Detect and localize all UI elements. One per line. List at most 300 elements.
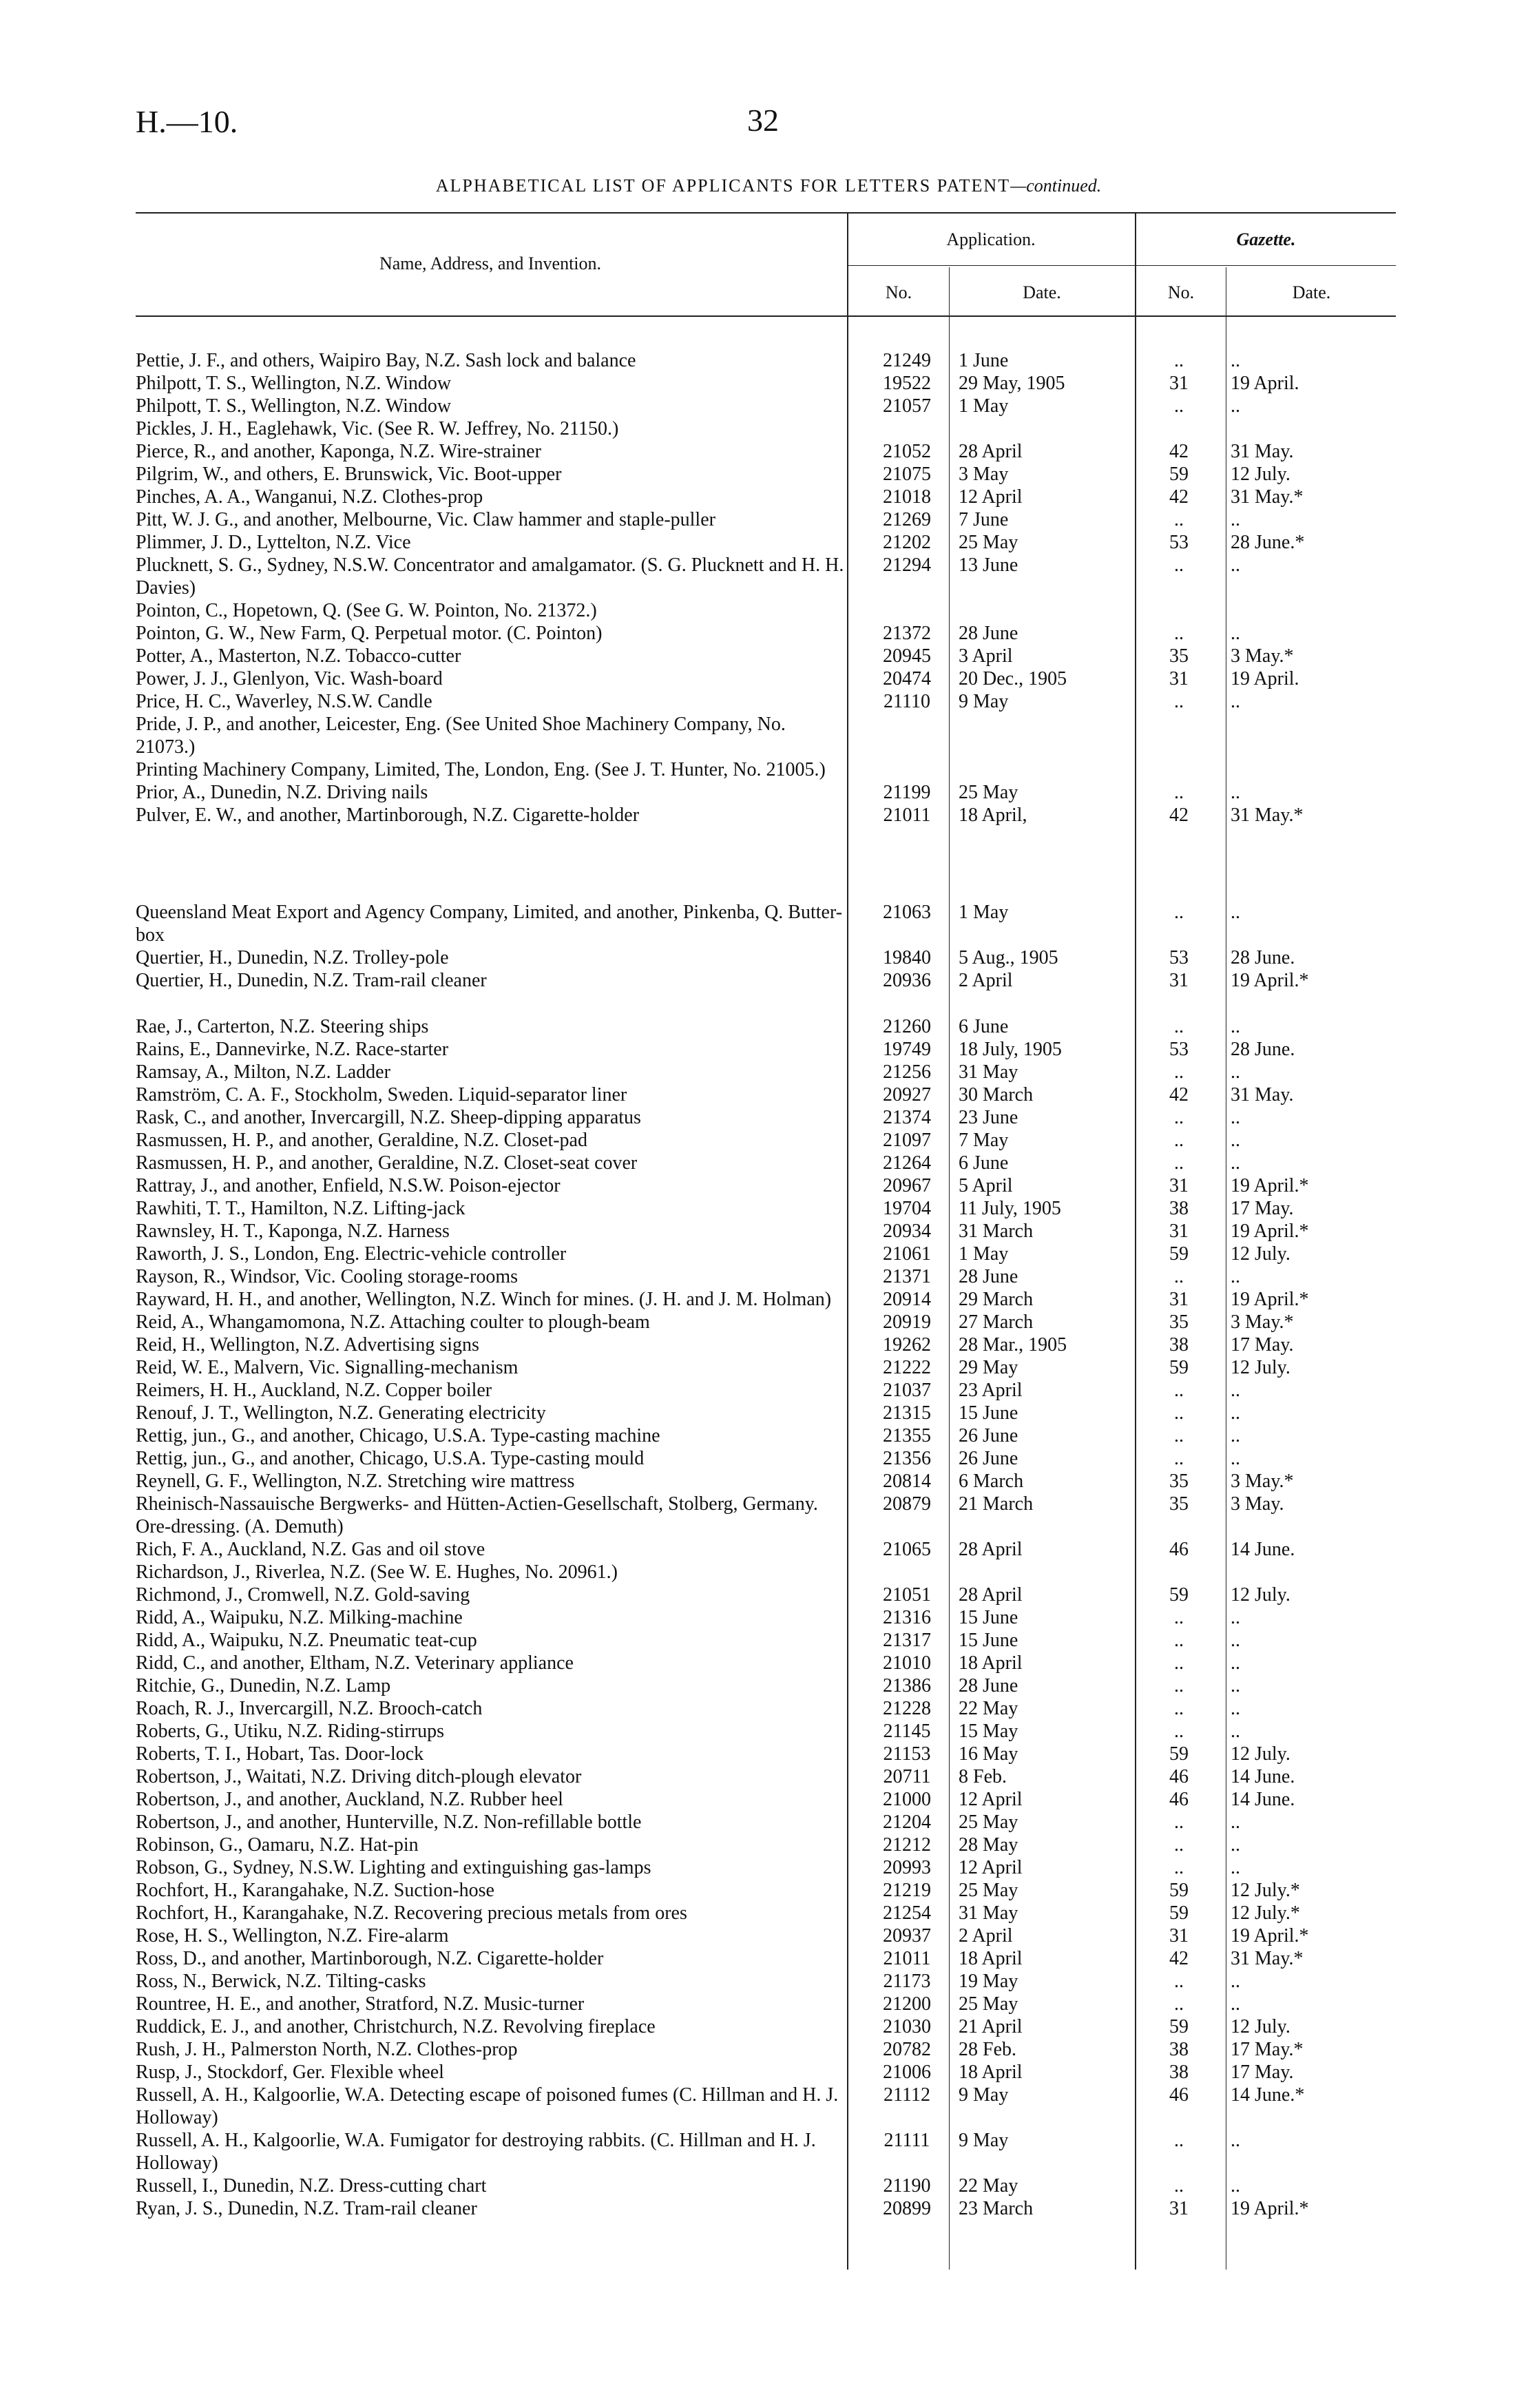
entry-gazette-date: .. bbox=[1231, 554, 1240, 576]
entry-gazette-date: .. bbox=[1231, 1152, 1240, 1174]
entry-application-date: 28 June bbox=[959, 623, 1018, 644]
entry-application-no: 20782 bbox=[883, 2039, 931, 2060]
entry-gazette-date: .. bbox=[1231, 691, 1240, 712]
entry-application-no: 21110 bbox=[883, 691, 930, 712]
table-row bbox=[136, 758, 1348, 781]
entry-gazette-date: .. bbox=[1231, 1652, 1240, 1674]
entry-gazette-no: .. bbox=[1174, 1652, 1184, 1674]
entry-application-date: 3 May bbox=[959, 464, 1009, 485]
header-bottom-rule bbox=[136, 315, 1396, 317]
entry-gazette-no: .. bbox=[1174, 1812, 1184, 1833]
entry-application-no: 21374 bbox=[883, 1107, 931, 1128]
table-row bbox=[136, 2197, 1348, 2220]
entry-gazette-date: 14 June.* bbox=[1231, 2084, 1305, 2106]
entry-application-no: 20879 bbox=[883, 1493, 931, 1515]
column-header-gazette-date: Date. bbox=[1292, 282, 1331, 302]
entry-gazette-no: 59 bbox=[1169, 2016, 1189, 2037]
table-row bbox=[136, 1811, 1348, 1834]
entry-name: Rettig, jun., G., and another, Chicago, U.S.A. Type-casting machine bbox=[136, 1425, 660, 1446]
entry-gazette-date: 19 April. bbox=[1231, 668, 1299, 689]
entry-gazette-date: .. bbox=[1231, 1130, 1240, 1151]
entry-application-no: 21260 bbox=[883, 1016, 931, 1037]
entry-application-no: 21204 bbox=[883, 1812, 931, 1833]
entry-gazette-date: .. bbox=[1231, 902, 1240, 923]
table-row bbox=[136, 1993, 1348, 2015]
entry-gazette-date: .. bbox=[1231, 1675, 1240, 1696]
entry-name: Pointon, C., Hopetown, Q. (See G. W. Pointon, No. 21372.) bbox=[136, 600, 597, 621]
entry-application-date: 1 June bbox=[959, 350, 1009, 371]
entry-name: Quertier, H., Dunedin, N.Z. Trolley-pole bbox=[136, 947, 449, 968]
entry-gazette-no: .. bbox=[1174, 1107, 1184, 1128]
entry-application-no: 19840 bbox=[883, 947, 931, 968]
entry-application-date: 18 April bbox=[959, 1652, 1023, 1674]
entry-application-date: 31 May bbox=[959, 1902, 1018, 1924]
entry-application-date: 28 June bbox=[959, 1266, 1018, 1287]
entry-gazette-no: .. bbox=[1174, 1152, 1184, 1174]
entry-gazette-no: 31 bbox=[1169, 970, 1189, 991]
table-row bbox=[136, 969, 1348, 992]
entry-gazette-no: 31 bbox=[1169, 668, 1189, 689]
entry-application-date: 2 April bbox=[959, 1925, 1013, 1947]
entry-gazette-date: 12 July.* bbox=[1231, 1902, 1300, 1924]
entry-name: Philpott, T. S., Wellington, N.Z. Window bbox=[136, 373, 452, 394]
entry-application-date: 28 Mar., 1905 bbox=[959, 1334, 1067, 1356]
table-row bbox=[136, 417, 1348, 440]
entry-application-no: 21356 bbox=[883, 1448, 931, 1469]
entry-application-no: 21315 bbox=[883, 1402, 931, 1424]
entry-gazette-date: .. bbox=[1231, 782, 1240, 803]
entry-gazette-no: 42 bbox=[1169, 1948, 1189, 1969]
entry-application-date: 9 May bbox=[959, 2130, 1009, 2151]
table-row bbox=[136, 1584, 1348, 1606]
entry-name: Pickles, J. H., Eaglehawk, Vic. (See R. W. Jeffrey, No. 21150.) bbox=[136, 418, 619, 439]
entry-application-no: 20934 bbox=[883, 1221, 931, 1242]
entry-application-date: 9 May bbox=[959, 2084, 1009, 2106]
table-row bbox=[136, 1083, 1348, 1106]
entry-gazette-date: .. bbox=[1231, 1266, 1240, 1287]
entry-gazette-date: 14 June. bbox=[1231, 1789, 1295, 1810]
entry-name: Rawnsley, H. T., Kaponga, N.Z. Harness bbox=[136, 1221, 450, 1242]
table-row bbox=[136, 1356, 1348, 1379]
entry-application-no: 20899 bbox=[883, 2198, 931, 2219]
entry-name: Reimers, H. H., Auckland, N.Z. Copper boiler bbox=[136, 1380, 492, 1401]
entry-application-no: 21256 bbox=[883, 1061, 931, 1083]
entry-application-no: 21145 bbox=[883, 1721, 931, 1742]
column-header-application: Application. bbox=[946, 229, 1036, 249]
table-row bbox=[136, 1561, 1348, 1584]
entry-application-no: 21030 bbox=[883, 2016, 931, 2037]
table-row bbox=[136, 2038, 1348, 2061]
entry-name: Rains, E., Dannevirke, N.Z. Race-starter bbox=[136, 1039, 449, 1060]
entry-name: Reid, A., Whangamomona, N.Z. Attaching coulter to plough-beam bbox=[136, 1311, 650, 1333]
entry-group-p bbox=[136, 349, 1348, 827]
entry-gazette-no: 59 bbox=[1169, 1243, 1189, 1265]
table-row bbox=[136, 1947, 1348, 1970]
table-row bbox=[136, 1720, 1348, 1743]
entry-application-no: 21075 bbox=[883, 464, 931, 485]
entry-gazette-no: .. bbox=[1174, 2175, 1184, 2197]
entry-application-date: 18 April, bbox=[959, 805, 1027, 826]
entry-gazette-no: 59 bbox=[1169, 1902, 1189, 1924]
entry-gazette-date: 19 April.* bbox=[1231, 1221, 1309, 1242]
entry-gazette-date: 19 April.* bbox=[1231, 970, 1309, 991]
table-row bbox=[136, 1970, 1348, 1993]
table-row bbox=[136, 395, 1348, 417]
entry-application-no: 21018 bbox=[883, 486, 931, 508]
entry-gazette-no: 35 bbox=[1169, 1493, 1189, 1515]
entry-gazette-date: 12 July. bbox=[1231, 1584, 1290, 1606]
table-row bbox=[136, 1697, 1348, 1720]
entry-application-no: 21173 bbox=[883, 1971, 931, 1992]
entry-gazette-no: .. bbox=[1174, 1993, 1184, 2015]
entry-name: Ritchie, G., Dunedin, N.Z. Lamp bbox=[136, 1675, 391, 1696]
entry-name: Rattray, J., and another, Enfield, N.S.W. Poison-ejector bbox=[136, 1175, 561, 1196]
entry-application-date: 27 March bbox=[959, 1311, 1034, 1333]
entry-application-date: 28 April bbox=[959, 1539, 1023, 1560]
entry-gazette-no: 53 bbox=[1169, 947, 1189, 968]
entry-gazette-no: 31 bbox=[1169, 1221, 1189, 1242]
entry-application-no: 19704 bbox=[883, 1198, 931, 1219]
entry-application-date: 22 May bbox=[959, 2175, 1018, 2197]
entry-gazette-no: 42 bbox=[1169, 1084, 1189, 1106]
entry-application-no: 21112 bbox=[883, 2084, 930, 2106]
entry-application-date: 30 March bbox=[959, 1084, 1034, 1106]
table-row bbox=[136, 1902, 1348, 1924]
entry-gazette-no: 35 bbox=[1169, 1311, 1189, 1333]
entry-gazette-date: 19 April.* bbox=[1231, 2198, 1309, 2219]
entry-application-date: 8 Feb. bbox=[959, 1766, 1007, 1787]
table-row bbox=[136, 1743, 1348, 1765]
table-row bbox=[136, 1174, 1348, 1197]
entry-gazette-no: 42 bbox=[1169, 441, 1189, 462]
table-row bbox=[136, 2015, 1348, 2038]
table-row bbox=[136, 1629, 1348, 1652]
entry-name: Robinson, G., Oamaru, N.Z. Hat-pin bbox=[136, 1834, 419, 1856]
entry-application-date: 25 May bbox=[959, 532, 1018, 553]
entry-name: Plucknett, S. G., Sydney, N.S.W. Concentrator and amalgamator. (S. G. Plucknett and H. H. Davies) bbox=[136, 554, 844, 599]
entry-gazette-no: .. bbox=[1174, 1402, 1184, 1424]
entry-gazette-no: 38 bbox=[1169, 2062, 1189, 2083]
entry-gazette-date: 28 June. bbox=[1231, 947, 1295, 968]
entry-name: Pride, J. P., and another, Leicester, Eng. (See United Shoe Machinery Company, No. 21073.) bbox=[136, 714, 786, 758]
entry-application-no: 21294 bbox=[883, 554, 931, 576]
entry-application-date: 28 Feb. bbox=[959, 2039, 1016, 2060]
entry-name: Rayward, H. H., and another, Wellington, N.Z. Winch for mines. (J. H. and J. M. Holman) bbox=[136, 1289, 832, 1310]
table-row bbox=[136, 372, 1348, 395]
table-row bbox=[136, 1038, 1348, 1061]
entry-gazette-no: .. bbox=[1174, 1607, 1184, 1628]
entry-application-date: 29 March bbox=[959, 1289, 1034, 1310]
entry-gazette-no: .. bbox=[1174, 1266, 1184, 1287]
entry-gazette-no: .. bbox=[1174, 1630, 1184, 1651]
entry-application-date: 29 May, 1905 bbox=[959, 373, 1065, 394]
entry-gazette-no: .. bbox=[1174, 1425, 1184, 1446]
entry-application-date: 12 April bbox=[959, 1789, 1023, 1810]
entry-application-date: 31 March bbox=[959, 1221, 1034, 1242]
entry-application-date: 1 May bbox=[959, 1243, 1009, 1265]
entry-gazette-date: .. bbox=[1231, 1061, 1240, 1083]
table-row bbox=[136, 1424, 1348, 1447]
entry-gazette-date: 19 April.* bbox=[1231, 1925, 1309, 1947]
entry-application-date: 29 May bbox=[959, 1357, 1018, 1378]
entry-application-no: 21111 bbox=[883, 2130, 930, 2151]
entry-name: Power, J. J., Glenlyon, Vic. Wash-board bbox=[136, 668, 443, 689]
entry-application-no: 20945 bbox=[883, 645, 931, 667]
column-header-name: Name, Address, and Invention. bbox=[379, 253, 602, 273]
entry-name: Rusp, J., Stockdorf, Ger. Flexible wheel bbox=[136, 2062, 444, 2083]
entry-gazette-date: 14 June. bbox=[1231, 1766, 1295, 1787]
entry-application-no: 20711 bbox=[883, 1766, 931, 1787]
table-row bbox=[136, 781, 1348, 804]
entry-gazette-date: 12 July. bbox=[1231, 2016, 1290, 2037]
entry-name: Quertier, H., Dunedin, N.Z. Tram-rail cleaner bbox=[136, 970, 487, 991]
column-header-app-no: No. bbox=[885, 282, 912, 302]
entry-application-date: 12 April bbox=[959, 1857, 1023, 1878]
entry-name: Pinches, A. A., Wanganui, N.Z. Clothes-prop bbox=[136, 486, 483, 508]
entry-gazette-date: .. bbox=[1231, 1402, 1240, 1424]
entry-name: Queensland Meat Export and Agency Company, Limited, and another, Pinkenba, Q. Butter-box bbox=[136, 902, 843, 946]
entry-gazette-no: .. bbox=[1174, 1675, 1184, 1696]
entry-group-q bbox=[136, 901, 1348, 992]
entry-application-date: 18 July, 1905 bbox=[959, 1039, 1062, 1060]
table-row bbox=[136, 1856, 1348, 1879]
entry-gazette-no: .. bbox=[1174, 691, 1184, 712]
entry-name: Pierce, R., and another, Kaponga, N.Z. Wire-strainer bbox=[136, 441, 541, 462]
table-row bbox=[136, 1924, 1348, 1947]
entry-gazette-no: .. bbox=[1174, 1448, 1184, 1469]
entry-application-no: 19262 bbox=[883, 1334, 931, 1356]
table-row bbox=[136, 1652, 1348, 1674]
table-row bbox=[136, 901, 1348, 946]
table-row bbox=[136, 486, 1348, 508]
entry-gazette-no: .. bbox=[1174, 1130, 1184, 1151]
entry-application-date: 6 June bbox=[959, 1016, 1009, 1037]
entry-application-date: 1 May bbox=[959, 395, 1009, 417]
document-reference: H.—10. bbox=[136, 104, 238, 139]
entry-application-no: 21254 bbox=[883, 1902, 931, 1924]
entry-application-date: 23 April bbox=[959, 1380, 1023, 1401]
title-continued: —continued. bbox=[1010, 176, 1102, 196]
entry-name: Ryan, J. S., Dunedin, N.Z. Tram-rail cleaner bbox=[136, 2198, 477, 2219]
entry-application-no: 21037 bbox=[883, 1380, 931, 1401]
entry-application-date: 21 April bbox=[959, 2016, 1023, 2037]
entry-name: Rush, J. H., Palmerston North, N.Z. Clothes-prop bbox=[136, 2039, 518, 2060]
entry-name: Raworth, J. S., London, Eng. Electric-vehicle controller bbox=[136, 1243, 567, 1265]
entry-application-date: 13 June bbox=[959, 554, 1018, 576]
entry-application-no: 21051 bbox=[883, 1584, 931, 1606]
entry-application-no: 21057 bbox=[883, 395, 931, 417]
entry-gazette-date: 31 May.* bbox=[1231, 486, 1304, 508]
entry-application-no: 21011 bbox=[883, 805, 931, 826]
entry-name: Pettie, J. F., and others, Waipiro Bay, N.Z. Sash lock and balance bbox=[136, 350, 636, 371]
entry-gazette-date: 12 July. bbox=[1231, 1357, 1290, 1378]
entry-application-date: 11 July, 1905 bbox=[959, 1198, 1061, 1219]
table-row bbox=[136, 508, 1348, 531]
entry-gazette-date: .. bbox=[1231, 1448, 1240, 1469]
entry-gazette-date: 3 May.* bbox=[1231, 645, 1294, 667]
entry-gazette-date: .. bbox=[1231, 1993, 1240, 2015]
title-main: ALPHABETICAL LIST OF APPLICANTS FOR LETTERS PATENT bbox=[435, 176, 1011, 196]
entry-gazette-date: 17 May. bbox=[1231, 1334, 1294, 1356]
entry-gazette-date: 31 May. bbox=[1231, 1084, 1294, 1106]
entry-application-no: 21006 bbox=[883, 2062, 931, 2083]
table-row bbox=[136, 1220, 1348, 1243]
table-row bbox=[136, 645, 1348, 667]
entry-gazette-date: .. bbox=[1231, 509, 1240, 530]
entry-gazette-no: 31 bbox=[1169, 2198, 1189, 2219]
entry-application-date: 18 April bbox=[959, 2062, 1023, 2083]
entry-name: Rheinisch-Nassauische Bergwerks- and Hütten-Actien-Gesellschaft, Stolberg, Germany. Ore-dressing. (A. Demuth) bbox=[136, 1493, 818, 1537]
entry-gazette-date: 31 May.* bbox=[1231, 1948, 1304, 1969]
table-row bbox=[136, 1015, 1348, 1038]
entry-application-no: 21061 bbox=[883, 1243, 931, 1265]
entry-gazette-no: .. bbox=[1174, 395, 1184, 417]
entry-gazette-no: 38 bbox=[1169, 2039, 1189, 2060]
entry-gazette-no: .. bbox=[1174, 1834, 1184, 1856]
table-row bbox=[136, 440, 1348, 463]
entry-application-date: 5 April bbox=[959, 1175, 1013, 1196]
table-row bbox=[136, 690, 1348, 713]
entry-gazette-no: 59 bbox=[1169, 1743, 1189, 1765]
entry-gazette-no: 42 bbox=[1169, 805, 1189, 826]
entry-application-no: 19522 bbox=[883, 373, 931, 394]
entry-application-no: 21199 bbox=[883, 782, 931, 803]
entry-name: Rochfort, H., Karangahake, N.Z. Suction-hose bbox=[136, 1880, 494, 1901]
entry-application-date: 26 June bbox=[959, 1425, 1018, 1446]
entry-name: Rochfort, H., Karangahake, N.Z. Recovering precious metals from ores bbox=[136, 1902, 687, 1924]
entry-gazette-no: .. bbox=[1174, 623, 1184, 644]
column-header-gazette: Gazette. bbox=[1236, 229, 1296, 249]
entry-name: Roach, R. J., Invercargill, N.Z. Brooch-catch bbox=[136, 1698, 483, 1719]
entry-gazette-date: .. bbox=[1231, 1425, 1240, 1446]
entry-application-date: 28 May bbox=[959, 1834, 1018, 1856]
entry-name: Rasmussen, H. P., and another, Geraldine, N.Z. Closet-pad bbox=[136, 1130, 587, 1151]
entry-name: Russell, A. H., Kalgoorlie, W.A. Detecting escape of poisoned fumes (C. Hillman and H. J. Holloway) bbox=[136, 2084, 839, 2128]
table-row bbox=[136, 599, 1348, 622]
entry-gazette-no: .. bbox=[1174, 1971, 1184, 1992]
entry-application-no: 21010 bbox=[883, 1652, 931, 1674]
entry-gazette-date: 3 May.* bbox=[1231, 1471, 1294, 1492]
entry-gazette-date: .. bbox=[1231, 1380, 1240, 1401]
entry-name: Ridd, A., Waipuku, N.Z. Milking-machine bbox=[136, 1607, 463, 1628]
entry-gazette-no: .. bbox=[1174, 509, 1184, 530]
entry-name: Rae, J., Carterton, N.Z. Steering ships bbox=[136, 1016, 429, 1037]
table-row bbox=[136, 1379, 1348, 1402]
entry-name: Reid, H., Wellington, N.Z. Advertising signs bbox=[136, 1334, 479, 1356]
entry-application-date: 3 April bbox=[959, 645, 1013, 667]
entry-gazette-no: 38 bbox=[1169, 1198, 1189, 1219]
entry-application-no: 21317 bbox=[883, 1630, 931, 1651]
entry-gazette-date: .. bbox=[1231, 395, 1240, 417]
entry-application-date: 31 May bbox=[959, 1061, 1018, 1083]
entry-application-no: 20937 bbox=[883, 1925, 931, 1947]
entry-application-no: 20993 bbox=[883, 1857, 931, 1878]
entry-application-no: 20814 bbox=[883, 1471, 931, 1492]
table-row bbox=[136, 1447, 1348, 1470]
entry-application-date: 19 May bbox=[959, 1971, 1018, 1992]
entry-gazette-no: 59 bbox=[1169, 464, 1189, 485]
entry-application-date: 23 March bbox=[959, 2198, 1034, 2219]
table-row bbox=[136, 1061, 1348, 1083]
table-row bbox=[136, 2061, 1348, 2084]
table-row bbox=[136, 1674, 1348, 1697]
entry-gazette-date: 12 July.* bbox=[1231, 1880, 1300, 1901]
entry-name: Price, H. C., Waverley, N.S.W. Candle bbox=[136, 691, 432, 712]
table-row bbox=[136, 713, 1348, 758]
entry-application-no: 21200 bbox=[883, 1993, 931, 2015]
entry-gazette-date: .. bbox=[1231, 1607, 1240, 1628]
entry-gazette-no: 59 bbox=[1169, 1357, 1189, 1378]
table-row bbox=[136, 1197, 1348, 1220]
table-row bbox=[136, 667, 1348, 690]
entry-application-no: 21228 bbox=[883, 1698, 931, 1719]
entry-application-date: 15 June bbox=[959, 1630, 1018, 1651]
entry-gazette-no: 53 bbox=[1169, 532, 1189, 553]
entry-application-no: 20936 bbox=[883, 970, 931, 991]
column-header-app-date: Date. bbox=[1023, 282, 1061, 302]
entry-name: Ross, D., and another, Martinborough, N.Z. Cigarette-holder bbox=[136, 1948, 604, 1969]
entry-gazette-no: 59 bbox=[1169, 1880, 1189, 1901]
entry-application-no: 20914 bbox=[883, 1289, 931, 1310]
entry-gazette-date: .. bbox=[1231, 1721, 1240, 1742]
entry-application-date: 26 June bbox=[959, 1448, 1018, 1469]
entry-gazette-date: 17 May.* bbox=[1231, 2039, 1304, 2060]
entry-name: Prior, A., Dunedin, N.Z. Driving nails bbox=[136, 782, 428, 803]
entry-name: Ridd, C., and another, Eltham, N.Z. Veterinary appliance bbox=[136, 1652, 574, 1674]
entry-gazette-date: 12 July. bbox=[1231, 1243, 1290, 1265]
table-row bbox=[136, 1129, 1348, 1152]
entry-application-no: 21065 bbox=[883, 1539, 931, 1560]
table-row bbox=[136, 1288, 1348, 1311]
table-row bbox=[136, 463, 1348, 486]
entry-application-no: 21202 bbox=[883, 532, 931, 553]
entry-gazette-date: .. bbox=[1231, 350, 1240, 371]
entry-application-date: 9 May bbox=[959, 691, 1009, 712]
table-row bbox=[136, 622, 1348, 645]
entry-application-no: 21011 bbox=[883, 1948, 931, 1969]
entry-gazette-no: .. bbox=[1174, 1721, 1184, 1742]
entry-gazette-no: 31 bbox=[1169, 373, 1189, 394]
entry-gazette-date: 3 May. bbox=[1231, 1493, 1284, 1515]
entry-gazette-no: 46 bbox=[1169, 1539, 1189, 1560]
entry-gazette-date: 19 April.* bbox=[1231, 1175, 1309, 1196]
entry-gazette-date: .. bbox=[1231, 2175, 1240, 2197]
entry-name: Printing Machinery Company, Limited, The, London, Eng. (See J. T. Hunter, No. 21005.) bbox=[136, 759, 826, 780]
entry-name: Richmond, J., Cromwell, N.Z. Gold-saving bbox=[136, 1584, 470, 1606]
entry-application-no: 21355 bbox=[883, 1425, 931, 1446]
entry-gazette-no: 35 bbox=[1169, 1471, 1189, 1492]
table-row bbox=[136, 1470, 1348, 1493]
entry-gazette-date: .. bbox=[1231, 1812, 1240, 1833]
table-row bbox=[136, 1834, 1348, 1856]
entry-application-date: 5 Aug., 1905 bbox=[959, 947, 1058, 968]
entry-gazette-no: .. bbox=[1174, 1380, 1184, 1401]
entry-gazette-no: 46 bbox=[1169, 1789, 1189, 1810]
table-row bbox=[136, 349, 1348, 372]
entry-application-date: 20 Dec., 1905 bbox=[959, 668, 1067, 689]
entry-group-r bbox=[136, 1015, 1348, 2220]
entry-name: Plimmer, J. D., Lyttelton, N.Z. Vice bbox=[136, 532, 411, 553]
entry-application-no: 21316 bbox=[883, 1607, 931, 1628]
entry-gazette-date: .. bbox=[1231, 1016, 1240, 1037]
table-row bbox=[136, 804, 1348, 827]
entry-gazette-date: 12 July. bbox=[1231, 1743, 1290, 1765]
entry-name: Rountree, H. E., and another, Stratford, N.Z. Music-turner bbox=[136, 1993, 585, 2015]
entry-gazette-no: .. bbox=[1174, 350, 1184, 371]
entry-name: Roberts, G., Utiku, N.Z. Riding-stirrups bbox=[136, 1721, 444, 1742]
entry-application-no: 19749 bbox=[883, 1039, 931, 1060]
entry-application-no: 20474 bbox=[883, 668, 931, 689]
